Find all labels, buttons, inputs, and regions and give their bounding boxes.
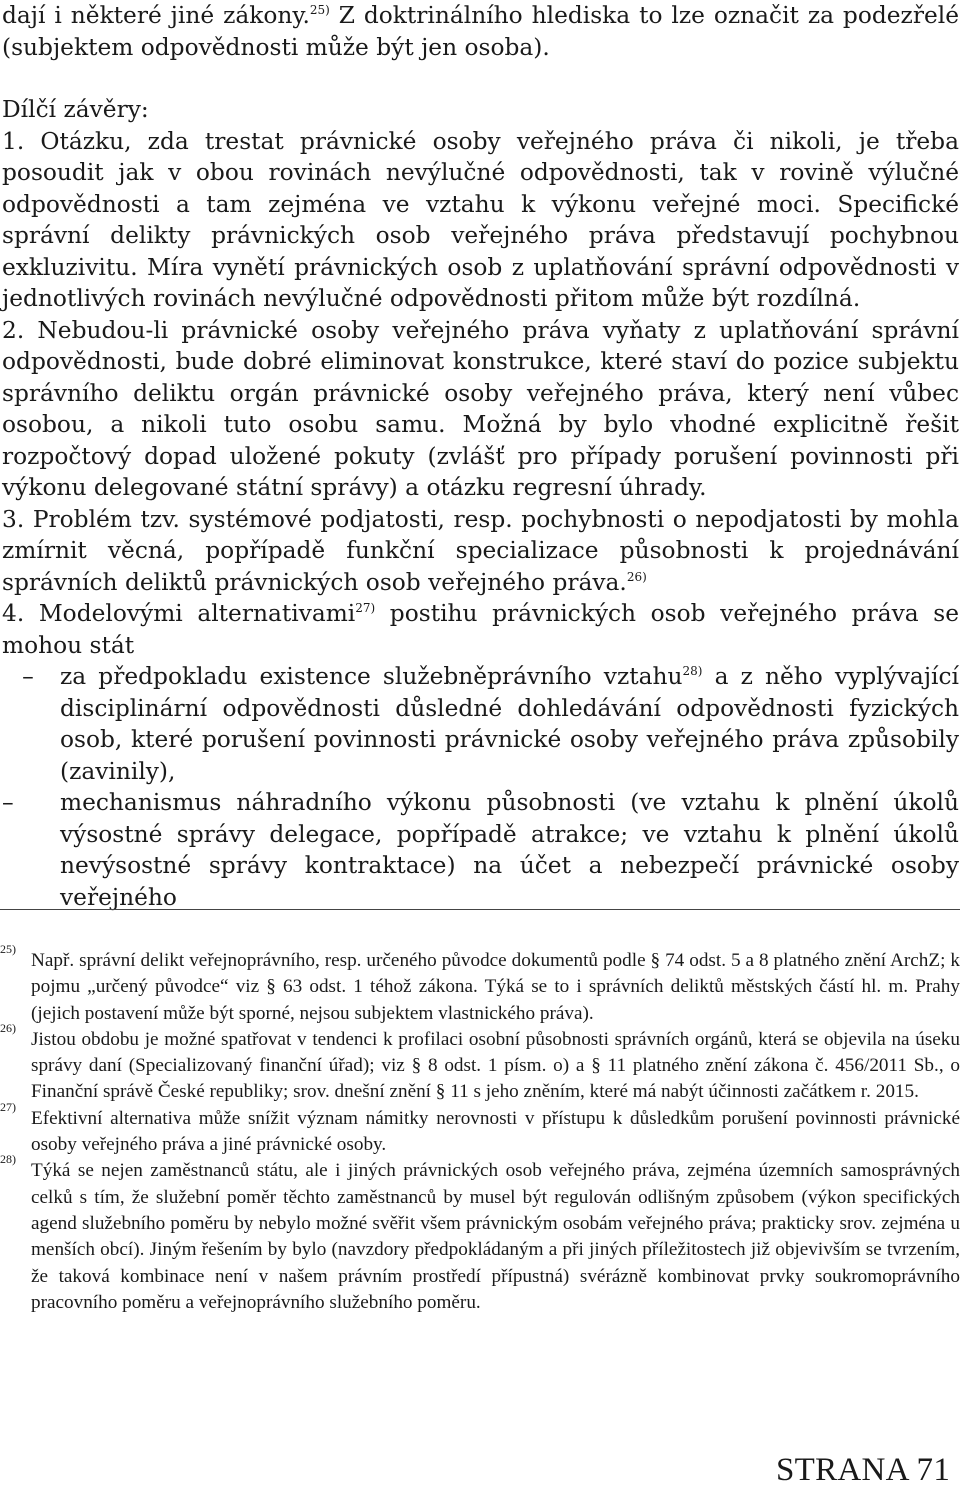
paragraph-text: Z doktrinálního hlediska to lze označit za podezřelé (subjektem odpovědnosti může být jen osoba).: [2, 2, 959, 61]
conclusion-item-4: [2, 598, 959, 661]
footnote-number: 26): [0, 1020, 16, 1035]
item-text: postihu právnických osob veřejného práva se mohou stát: [2, 600, 959, 659]
section-subtitle: Dílčí závěry:: [2, 96, 149, 123]
footnote-27: [0, 1099, 960, 1159]
footnote-text: Jistou obdobu je možné spatřovat v tendenci k profilaci osobní působnosti správních orgánů, která se objevila na úseku správy daní (Specializovaný finanční úřad); viz § 8 odst. 1 písm. o) a § 11 platného znění zákona č. 456/2011 Sb., o Finanční správě České republiky; srov. dnešní znění § 11 s jeho zněním, které má nabýt účinnosti začátkem r. 2015.: [31, 1028, 960, 1103]
footnote-text: Týká se nejen zaměstnanců státu, ale i jiných právnických osob veřejného práva, zejména územních samosprávných celků s tím, že služební poměr těchto zaměstnanců by musel být regulován odlišným způsobem (výkon specifických agend služebního poměru by nebylo možné svěřit všem právnickým osobám veřejného práva; prakticky srov. zejména u menších obcí). Jiným řešením by bylo (navzdory předpokládaným a při jiných příležitostech již objevivším se tvrzením, že taková kombinace není v našem právním prostředí přípustná) svérázně kombinovat prvky soukromoprávního pracovního poměru a veřejnoprávního služebního poměru.: [31, 1160, 960, 1313]
footnote-28: [0, 1152, 960, 1316]
item-text: mechanismus náhradního výkonu působnosti (ve vztahu k plnění úkolů výsostné správy delegace, popřípadě atrakce; ve vztahu k plnění úkolů nevýsostné správy kontraktace) na účet a nebezpečí právnické osoby veřejného: [60, 789, 959, 911]
footnote-text: Např. správní delikt veřejnoprávního, resp. určeného původce dokumentů podle § 74 odst. 5 a 8 platného znění ArchZ; k pojmu „určený původce“ viz § 63 odst. 1 téhož zákona. Týká se to i správních deliktů městských částí hl. m. Prahy (jejich postavení může být sporné, nejsou subjektem vlastnického práva).: [31, 950, 960, 1024]
footnote-ref-25[interactable]: 25): [309, 3, 330, 17]
page-number: STRANA 71: [776, 1452, 951, 1488]
conclusion-item-2: 2. Nebudou-li právnické osoby veřejného práva vyňaty z uplatňování správní odpovědnosti, bude dobré eliminovat konstrukce, které staví do pozice subjektu správního deliktu orgán právnické osoby veřejného práva, který není vůbec osobou, a nikoli tuto osobu samu. Možná by bylo vhodné explicitně řešit rozpočtový dopad uložené pokuty (zvlášť pro případy porušení povinnosti při výkonu delegované státní správy) a otázku regresní úhrady.: [2, 316, 959, 501]
footnote-number: 27): [0, 1099, 16, 1114]
footnote-separator: [0, 909, 960, 910]
conclusion-item-3: [2, 504, 959, 599]
footnotes: [0, 942, 960, 1316]
dash-item-1: [2, 661, 959, 787]
body-text: [2, 0, 959, 913]
footnote-number: 25): [0, 942, 16, 956]
paragraph-text: dají i některé jiné zákony.: [2, 2, 310, 29]
item-text: 3. Problém tzv. systémové podjatosti, resp. pochybnosti o nepodjatosti by mohla zmírnit věcná, popřípadě funkční specializace působnosti k projednávání správních deliktů právnických osob veřejného práva.: [2, 505, 959, 596]
dash-item-2: [2, 787, 959, 913]
paragraph-continuation: [2, 0, 959, 63]
item-text: 4. Modelovými alternativami: [2, 600, 356, 627]
footnote-number: 28): [0, 1152, 16, 1167]
item-text: a z něho vyplývající disciplinární odpovědnosti důsledné dohledávání odpovědnosti fyzických osob, které porušení povinnosti právnické osoby veřejného práva způsobily (zavinily),: [60, 663, 959, 785]
conclusion-item-1: 1. Otázku, zda trestat právnické osoby veřejného práva či nikoli, je třeba posoudit jak v obou rovinách nevýlučné odpovědnosti, tak v rovině výlučné odpovědnosti a tam zejména ve vztahu k výkonu veřejné moci. Specifické správní delikty právnických osob veřejného práva představují pochybnou exkluzivitu. Míra vynětí právnických osob z uplatňování správní odpovědnosti v jednotlivých rovinách nevýlučné odpovědnosti přitom může být rozdílná.: [2, 127, 959, 312]
footnote-ref-28[interactable]: 28): [682, 664, 703, 678]
item-text: za předpokladu existence služebněprávního vztahu: [60, 663, 683, 690]
footnote-ref-27[interactable]: 27): [355, 601, 376, 615]
footnote-26: [0, 1020, 960, 1106]
footnote-25: [0, 942, 960, 1027]
footnote-text: Efektivní alternativa může snížit význam námitky nerovnosti v přístupu k důsledkům porušení povinnosti právnické osoby veřejného práva a jiné právnické osoby.: [31, 1107, 960, 1156]
footnote-ref-26[interactable]: 26): [626, 569, 647, 584]
dash-bullet: –: [22, 663, 34, 690]
dash-bullet: –: [2, 789, 14, 816]
